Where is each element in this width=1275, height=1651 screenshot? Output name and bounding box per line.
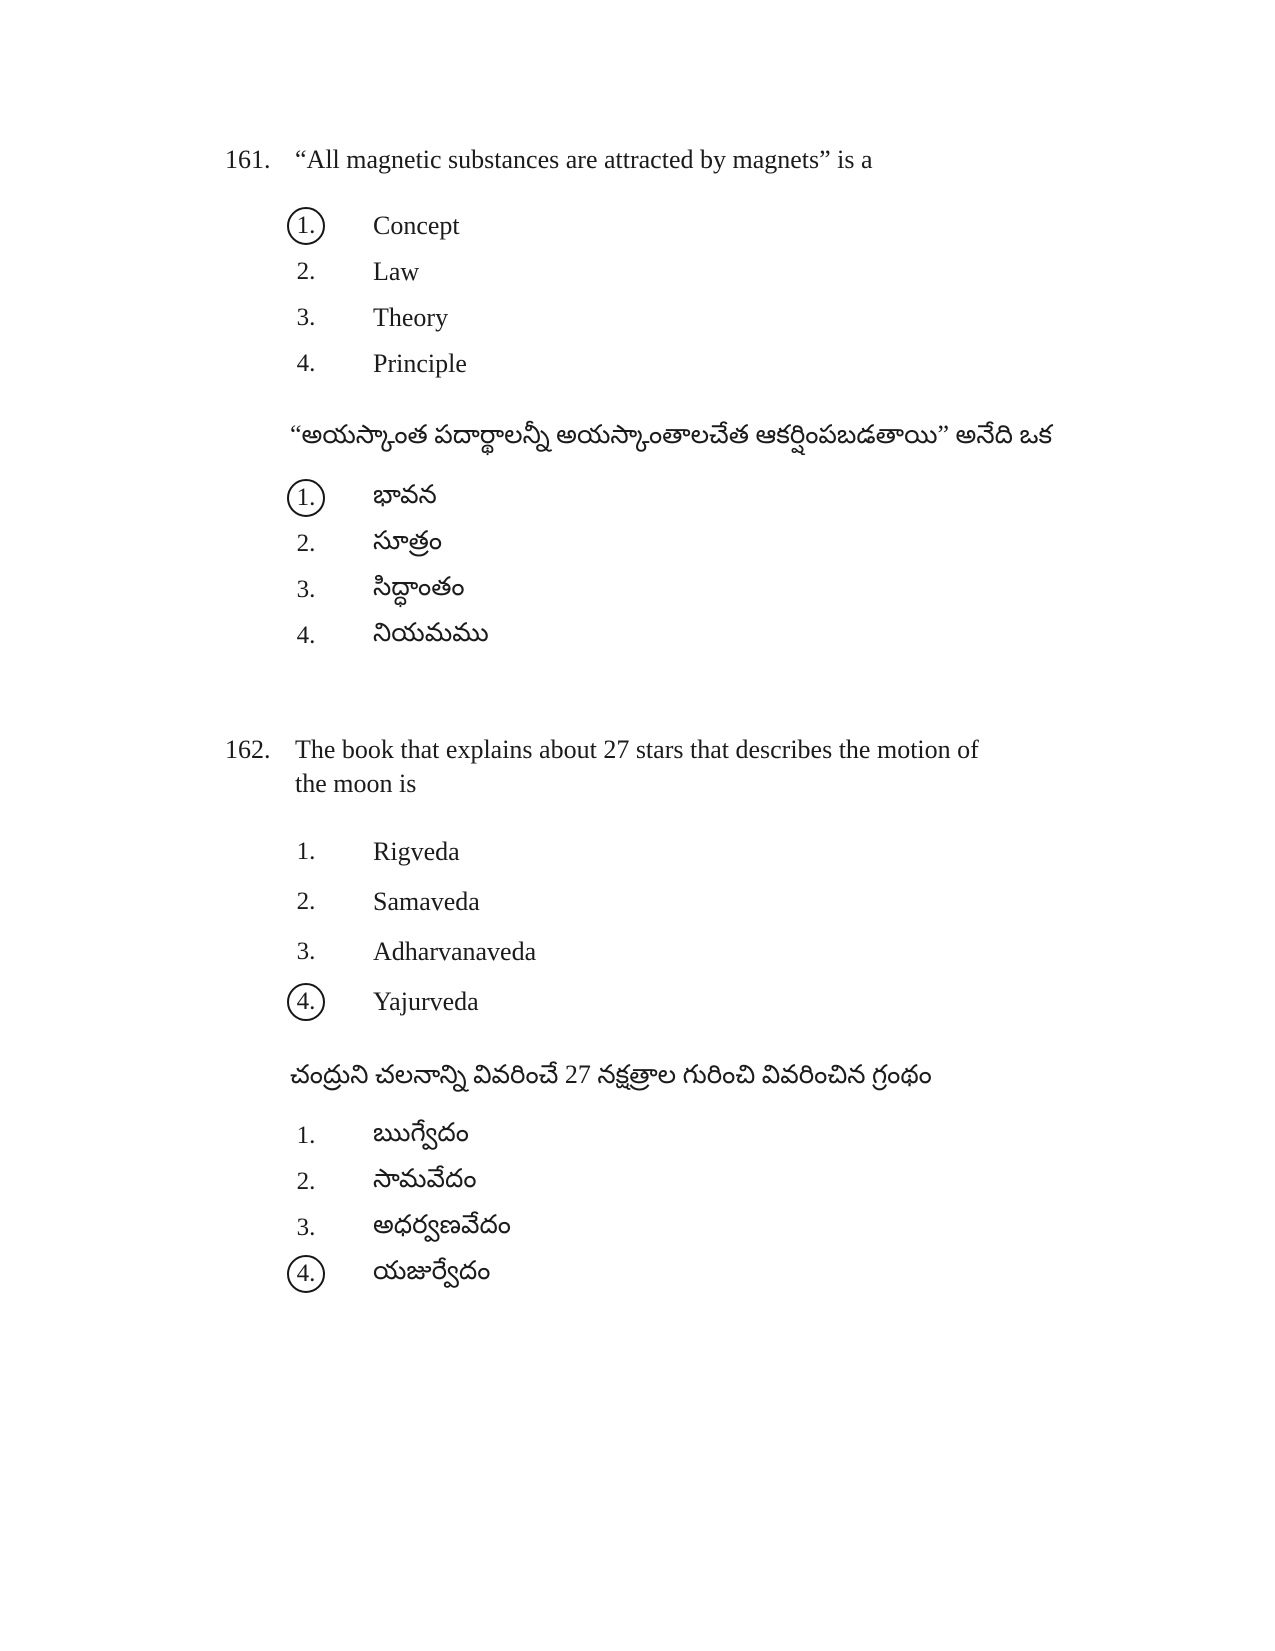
option-row — [287, 249, 1085, 295]
option-label: ఋగ్వేదం — [373, 1118, 469, 1147]
question-header — [225, 733, 1085, 801]
option-row — [287, 1205, 1085, 1251]
option-row — [287, 1113, 1085, 1159]
option-label: Principle — [373, 349, 467, 378]
option-row — [287, 567, 1085, 613]
option-label: అధర్వణవేదం — [373, 1210, 511, 1239]
question-text-english: The book that explains about 27 stars that describes the motion of the moon is — [295, 735, 979, 798]
option-number-circle: 1. — [287, 479, 325, 517]
option-label: సామవేదం — [373, 1164, 477, 1193]
option-number: 1. — [296, 838, 316, 865]
question-header — [225, 143, 1085, 177]
option-row — [287, 295, 1085, 341]
option-row — [287, 475, 1085, 521]
option-label: Law — [373, 257, 420, 286]
option-row — [287, 203, 1085, 249]
question-text-telugu: “అయస్కాంత పదార్థాలన్నీ అయస్కాంతాలచేత ఆకర్షింపబడతాయి” అనేది ఒక — [290, 420, 1053, 449]
question-number: 161. — [225, 145, 271, 174]
option-label: Yajurveda — [373, 987, 479, 1016]
option-row — [287, 1251, 1085, 1297]
option-number: 3. — [296, 304, 316, 331]
option-number-circle: 4. — [287, 983, 325, 1021]
option-label: Concept — [373, 211, 460, 240]
option-row — [287, 341, 1085, 387]
option-label: Adharvanaveda — [373, 937, 537, 966]
option-number: 2. — [296, 888, 316, 915]
options-english — [287, 827, 1085, 1027]
option-number: 3. — [296, 576, 316, 603]
option-label: Samaveda — [373, 887, 480, 916]
option-row — [287, 613, 1085, 659]
option-label: యజుర్వేదం — [373, 1256, 491, 1285]
option-row — [287, 521, 1085, 567]
option-number: 2. — [296, 258, 316, 285]
options-telugu — [287, 475, 1085, 659]
page-content — [225, 143, 1085, 1297]
option-row — [287, 827, 1085, 877]
question-text-english: “All magnetic substances are attracted by magnets” is a — [295, 145, 873, 174]
option-number: 4. — [296, 622, 316, 649]
option-number: 2. — [296, 1168, 316, 1195]
option-number: 2. — [296, 530, 316, 557]
question-text-telugu: చంద్రుని చలనాన్ని వివరించే 27 నక్షత్రాల గురించి వివరించిన గ్రంథం — [290, 1060, 932, 1089]
option-label: భావన — [373, 480, 437, 509]
options-telugu — [287, 1113, 1085, 1297]
option-row — [287, 927, 1085, 977]
option-number: 3. — [296, 938, 316, 965]
option-number-circle: 4. — [287, 1255, 325, 1293]
option-number: 4. — [296, 350, 316, 377]
question-number: 162. — [225, 735, 271, 764]
option-label: Rigveda — [373, 837, 460, 866]
option-row — [287, 977, 1085, 1027]
question-162 — [225, 733, 1085, 1297]
options-english — [287, 203, 1085, 387]
option-label: సిద్ధాంతం — [373, 572, 465, 601]
option-label: Theory — [373, 303, 449, 332]
option-number-circle: 1. — [287, 207, 325, 245]
option-label: నియమము — [373, 618, 489, 647]
option-row — [287, 877, 1085, 927]
option-row — [287, 1159, 1085, 1205]
question-161 — [225, 143, 1085, 659]
option-label: సూత్రం — [373, 526, 443, 555]
option-number: 3. — [296, 1214, 316, 1241]
option-number: 1. — [296, 1122, 316, 1149]
